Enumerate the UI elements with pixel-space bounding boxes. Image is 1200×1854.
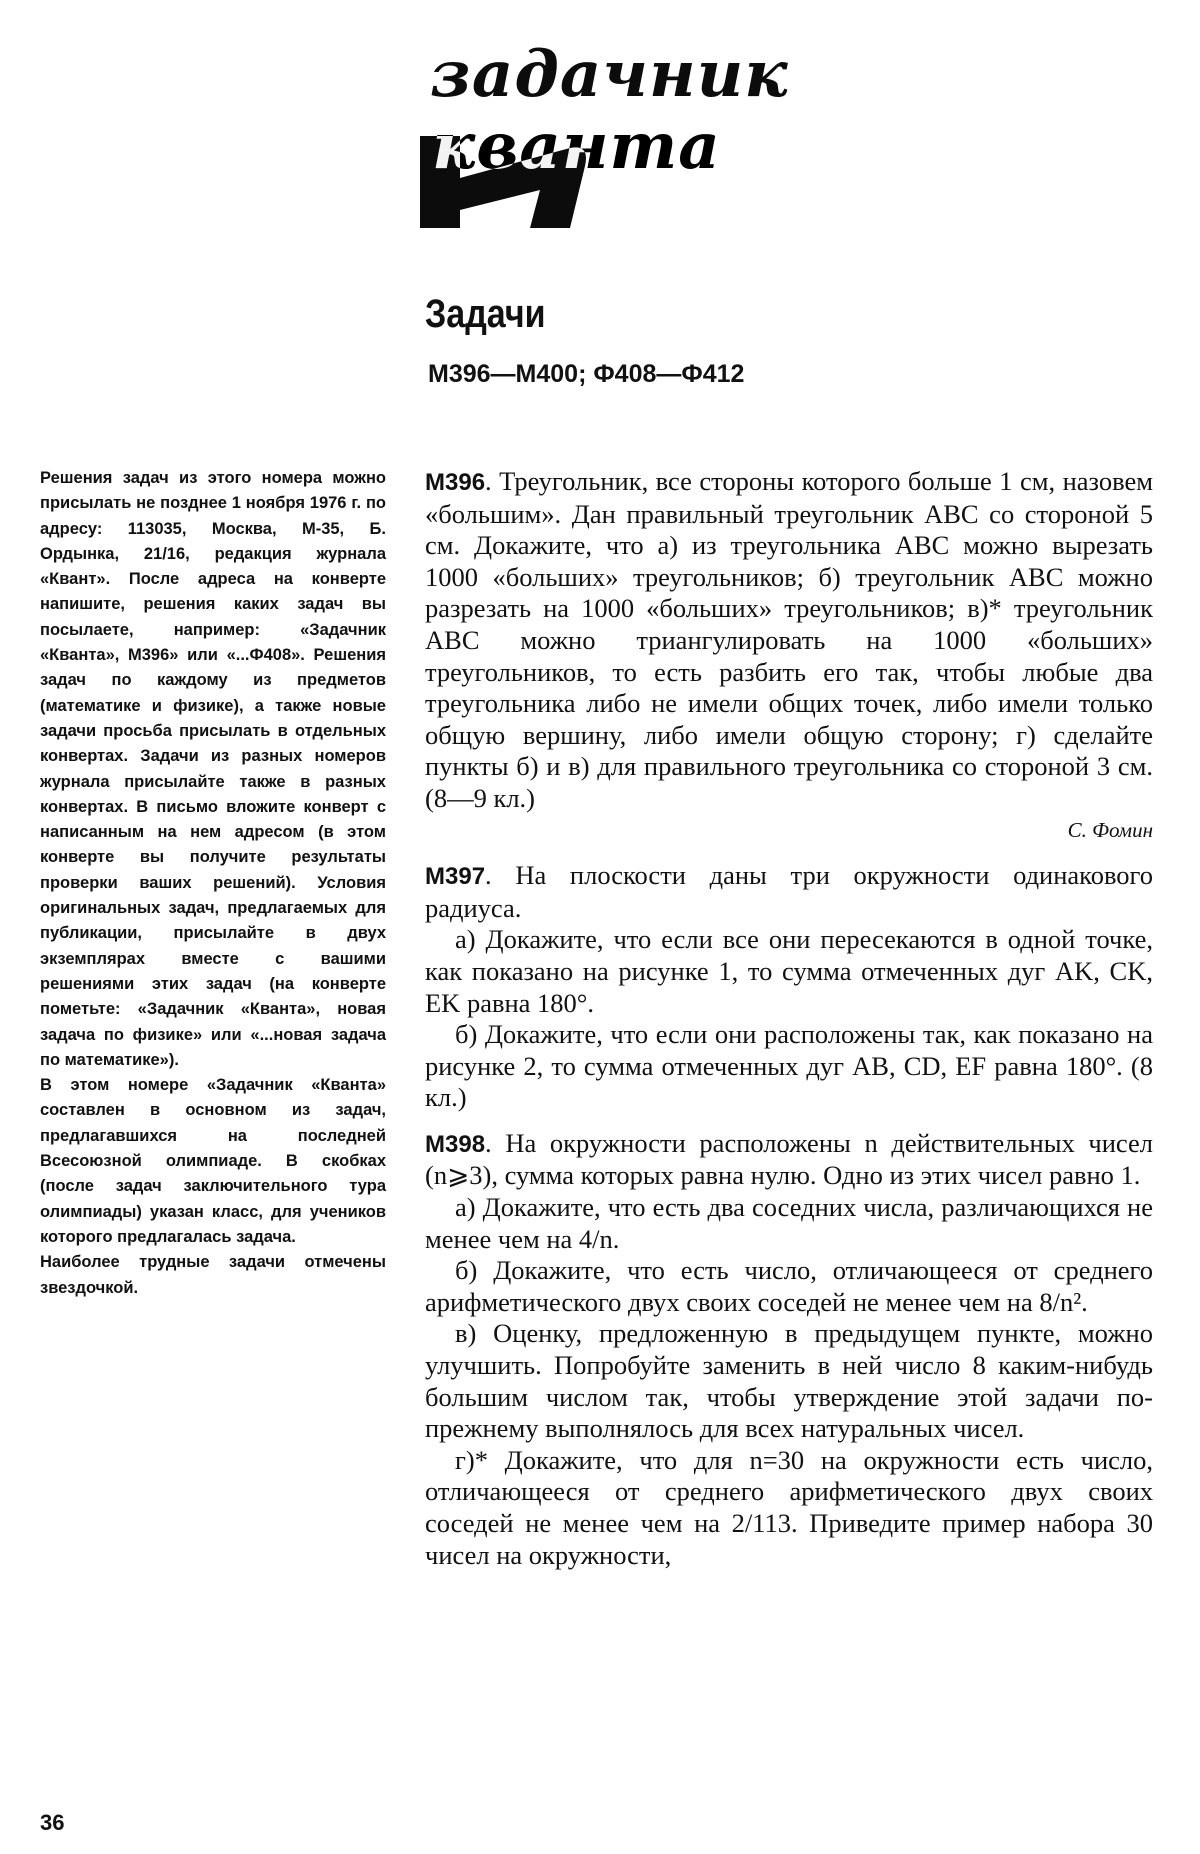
section-title: Задачи [425, 292, 546, 336]
sidebar-paragraph: Наиболее трудные задачи отмечены звездочкой. [40, 1253, 386, 1297]
problem-statement [425, 466, 1153, 815]
submission-instructions [40, 466, 386, 1301]
problem-part: г)* Докажите, что для n=30 на окружности есть число, отличающееся от среднего арифметического двух своих соседей не менее чем на 2/113. Приведите пример набора 30 чисел на окружности, [425, 1444, 1153, 1570]
sidebar-paragraph: Решения задач из этого номера можно присылать не позднее 1 ноября 1976 г. по адресу: 113035, Москва, М-35, Б. Ордынка, 21/16, редакция журнала «Квант». После адреса на конверте напишите, решения каких задач вы посылаете, например: «Задачник «Кванта», М396» или «...Ф408». Решения задач по каждому из предметов (математике и физике), а также новые задачи просьба присылать в отдельных конвертах. Задачи из разных номеров журнала присылайте также в разных конвертах. В письмо вложите конверт с написанным на нем адресом (в этом конверте вы получите результаты проверки ваших решений). Условия оригинальных задач, предлагаемых для публикации, присылайте в двух экземплярах вместе с вашими решениями этих задач (на конверте пометьте: «Задачник «Кванта», новая задача по физике» или «...новая задача по математике»). [40, 469, 386, 1069]
problem-code: М396 [425, 469, 486, 496]
problem-text: . На плоскости даны три окружности одинакового радиуса. [425, 860, 1153, 923]
problem-text: . На окружности расположены n действительных чисел (n⩾3), сумма которых равна нулю. Одно из этих чисел равно 1. [425, 1127, 1153, 1191]
problem-author: С. Фомин [1067, 817, 1153, 842]
problem-statement [425, 860, 1153, 924]
problem-m396 [425, 466, 1153, 846]
logo-word-zadachnik: задачник [430, 37, 789, 112]
problem-code: М398 [425, 1130, 486, 1158]
problem-text: . Треугольник, все стороны которого больше 1 см, назовем «большим». Дан правильный треугольник ABC со стороной 5 см. Докажите, что а) из треугольника ABC можно вырезать 1000 «больших» треугольников; б) треугольник ABC можно разрезать на 1000 «больших» треугольников; в)* треугольник ABC можно триангулировать на 1000 «больших» треугольников, то есть разбить его так, чтобы любые два треугольника либо не имели общих точек, либо имели только общую вершину, либо имели общую сторону; г) сделайте пункты б) и в) для правильного треугольника со стороной 3 см. (8—9 кл.) [425, 466, 1153, 813]
problem-code: М397 [425, 863, 486, 891]
sidebar-paragraph: В этом номере «Задачник «Кванта» составлен в основном из задач, предлагавшихся на последней Всесоюзной олимпиаде. В скобках (после задач заключительного тура олимпиады) указан класс, для учеников которого предлагалась задача. [40, 1076, 386, 1246]
problems-column [425, 466, 1153, 1571]
logo-word-kvanta: кванта [432, 109, 721, 184]
problem-part: в) Оценку, предложенную в предыдущем пункте, можно улучшить. Попробуйте заменить в ней число 8 каким-нибудь большим числом так, чтобы утверждение этой задачи по-прежнему выполнялось для всех натуральных чисел. [425, 1318, 1153, 1444]
problem-part: а) Докажите, что если все они пересекаются в одной точке, как показано на рисунке 1, то сумма отмеченных дуг AK, CK, EK равна 180°. [425, 924, 1153, 1018]
problem-part: а) Докажите, что есть два соседних числа, различающихся не менее чем на 4/n. [425, 1192, 1153, 1254]
problem-part: б) Докажите, что если они расположены так, как показано на рисунке 2, то сумма отмеченных дуг AB, CD, EF равна 180°. (8 кл.) [425, 1019, 1153, 1113]
page-number: 36 [40, 1810, 65, 1835]
problem-range: М396—М400; Ф408—Ф412 [428, 360, 745, 388]
problem-statement [425, 1128, 1153, 1192]
problem-part: б) Докажите, что есть число, отличающееся от среднего арифметического двух своих соседей не менее чем на 8/n². [425, 1255, 1153, 1317]
problem-m398 [425, 1128, 1153, 1571]
problem-m397 [425, 860, 1153, 1114]
journal-section-logo [420, 37, 820, 230]
